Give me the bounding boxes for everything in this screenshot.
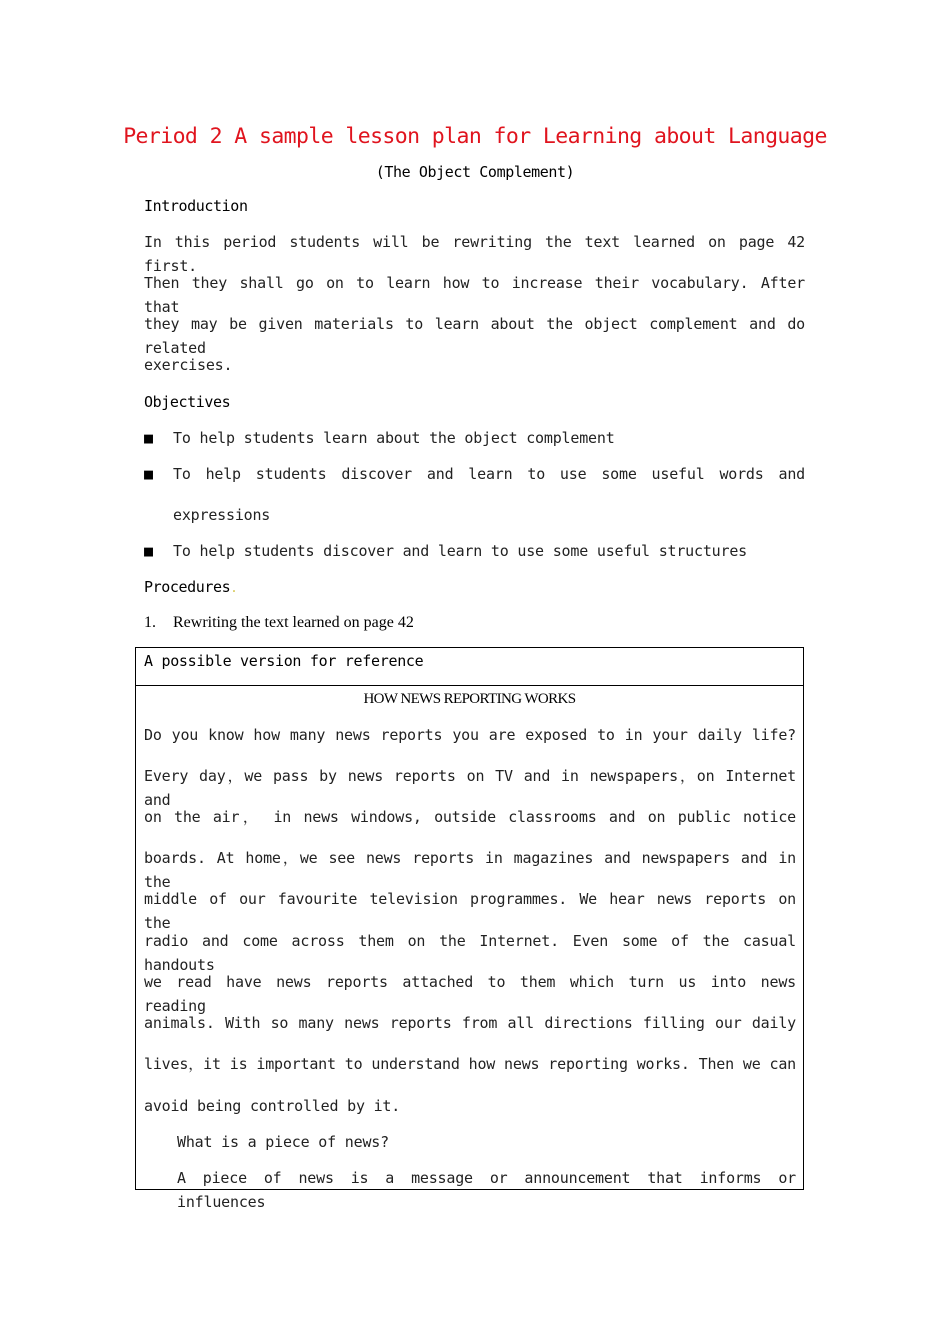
step-number: 1.	[144, 614, 156, 631]
objective-item: To help students discover and learn to use some useful words and	[173, 465, 805, 483]
article-line: animals. With so many news reports from all directions filling our daily	[144, 1014, 796, 1032]
article-line: lives，it is important to understand how news reporting works. Then we can	[144, 1055, 796, 1073]
introduction-line: exercises.	[144, 356, 233, 374]
procedures-heading	[144, 575, 237, 600]
introduction-heading: Introduction	[144, 197, 248, 215]
article-question: What is a piece of news?	[177, 1133, 389, 1151]
table-divider	[135, 685, 804, 686]
introduction-line: In this period students will be rewriting the text learned on page 42 first.	[144, 233, 805, 275]
page-title: Period 2 A sample lesson plan for Learning about Language	[123, 124, 827, 149]
page-subtitle: (The Object Complement)	[375, 163, 575, 181]
introduction-line: they may be given materials to learn about the object complement and do related	[144, 315, 805, 357]
objective-item-continuation: expressions	[173, 506, 271, 524]
article-line: boards. At home，we see news reports in magazines and newspapers and in the	[144, 849, 796, 891]
article-line: avoid being controlled by it.	[144, 1097, 401, 1115]
objective-item: To help students learn about the object complement	[173, 429, 615, 447]
bullet-icon: ■	[144, 465, 154, 483]
bullet-icon: ■	[144, 429, 154, 447]
objective-item: To help students discover and learn to use some useful structures	[173, 542, 747, 560]
objectives-heading: Objectives	[144, 393, 231, 411]
article-line: A piece of news is a message or announcement that informs or influences	[177, 1169, 796, 1211]
article-line: Do you know how many news reports you are exposed to in your daily life?	[144, 726, 796, 744]
step-text: Rewriting the text learned on page 42	[173, 614, 414, 631]
article-line: radio and come across them on the Internet. Even some of the casual handouts	[144, 932, 796, 974]
article-line: middle of our favourite television programmes. We hear news reports on the	[144, 890, 796, 932]
procedures-heading-text: Procedures	[144, 578, 231, 596]
article-line: on the air， in news windows, outside classrooms and on public notice	[144, 808, 796, 826]
heading-mark: .	[230, 581, 238, 595]
article-line: Every day，we pass by news reports on TV and in newspapers，on Internet and	[144, 767, 796, 809]
introduction-line: Then they shall go on to learn how to increase their vocabulary. After that	[144, 274, 805, 316]
reference-header: A possible version for reference	[144, 652, 424, 670]
bullet-icon: ■	[144, 542, 154, 560]
article-line: we read have news reports attached to them which turn us into news reading	[144, 973, 796, 1015]
article-title: HOW NEWS REPORTING WORKS	[363, 691, 576, 707]
